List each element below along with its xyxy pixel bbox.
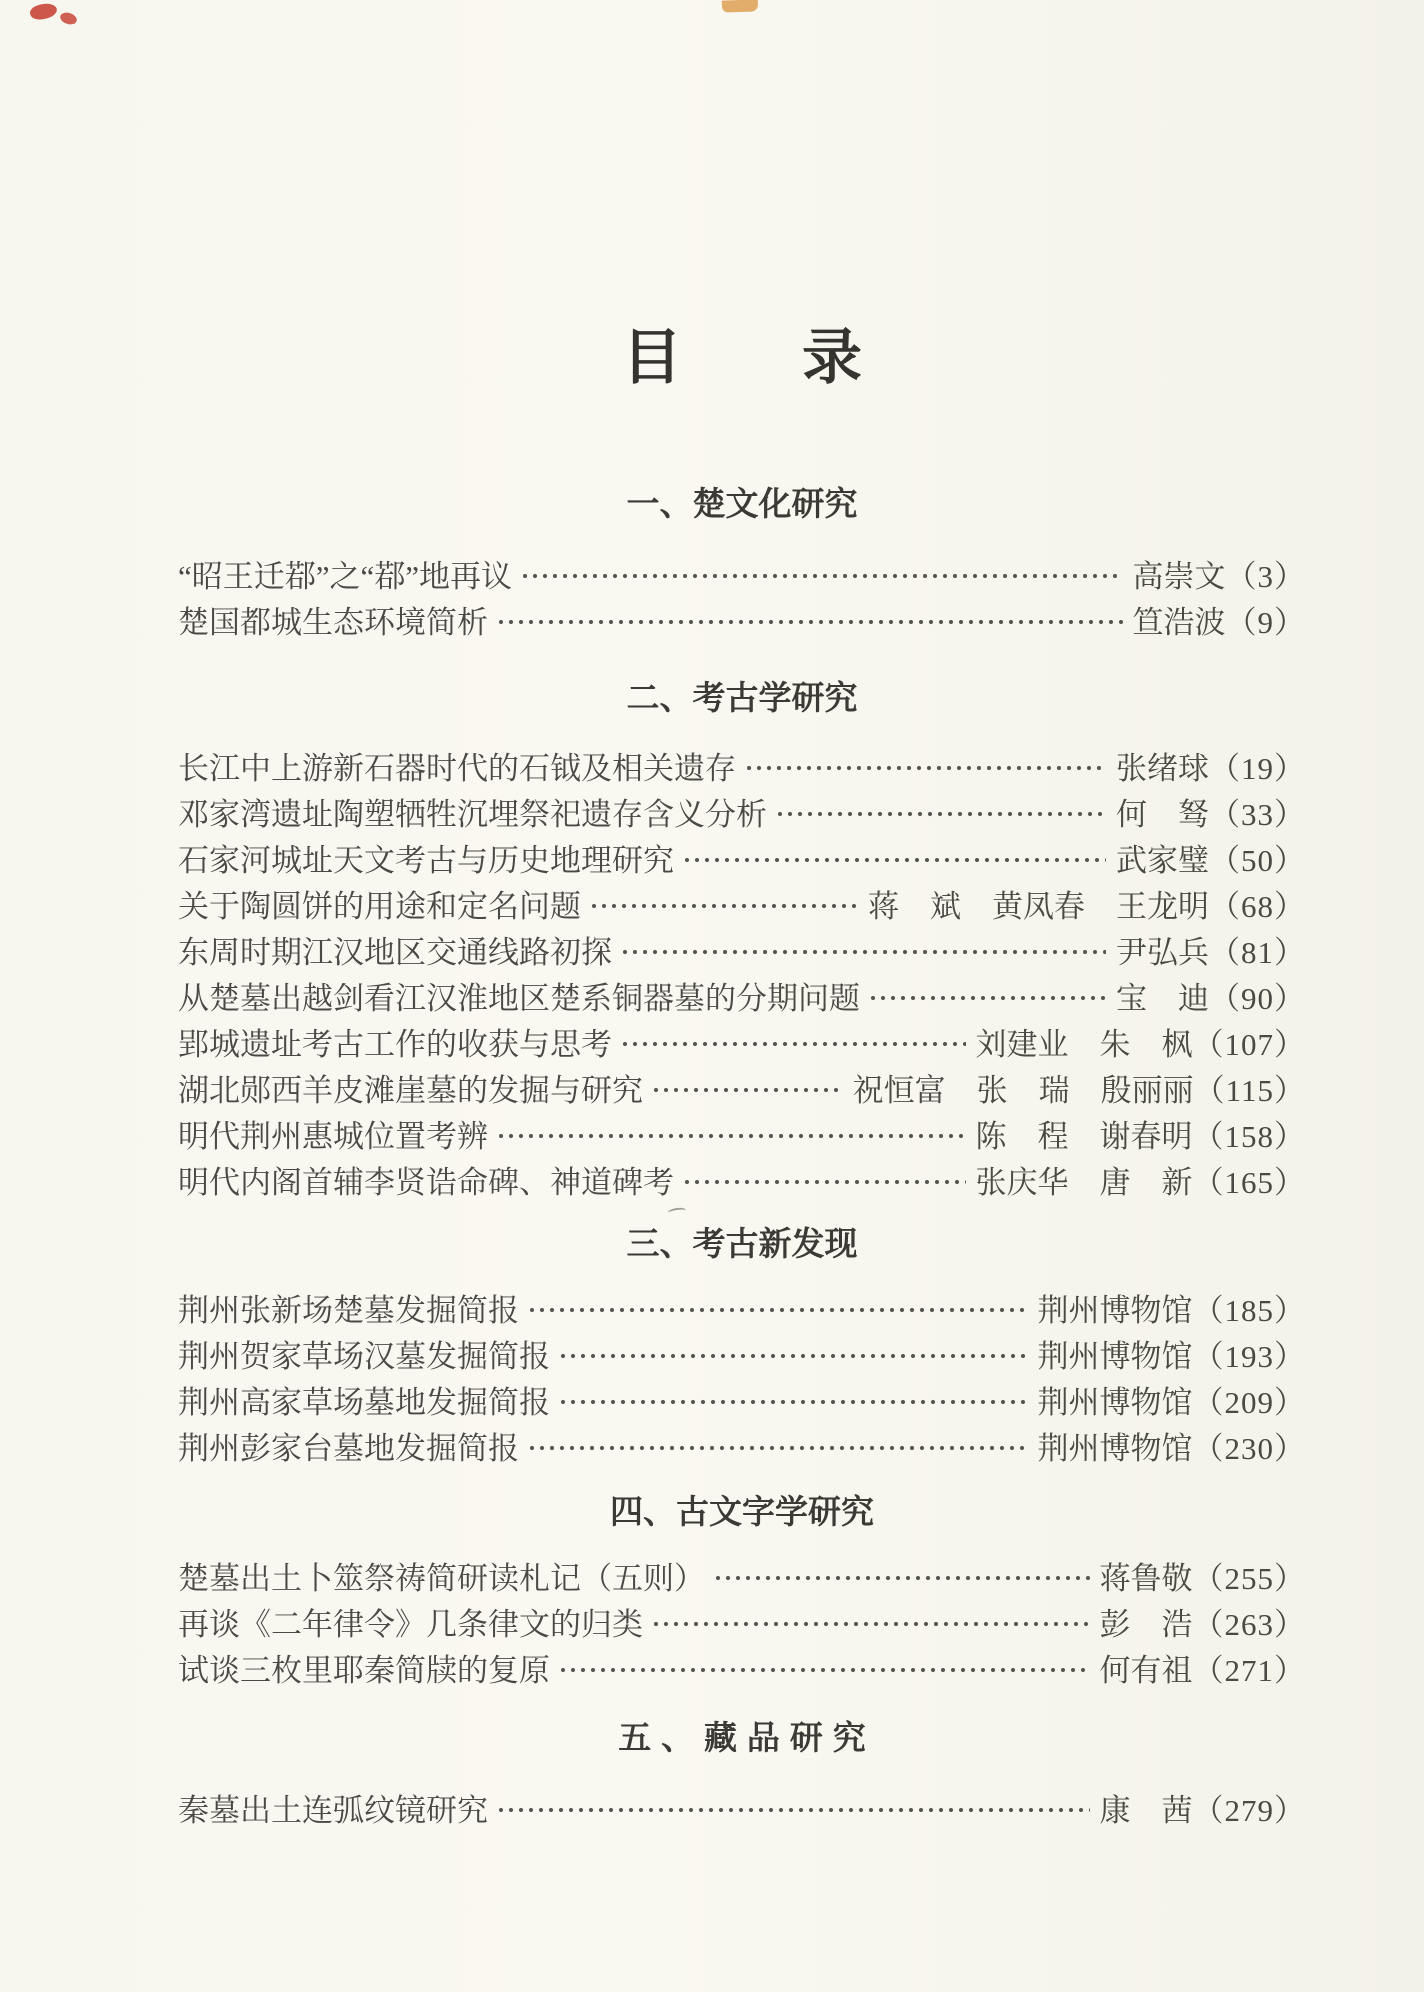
section-heading: 五、藏品研究 <box>618 1719 876 1756</box>
scan-mark-red <box>59 11 79 27</box>
entry-authors: 张庆华 唐 新 <box>975 1164 1193 1200</box>
dot-leader <box>868 993 1106 1003</box>
entry-page-number: （255） <box>1192 1560 1306 1596</box>
entry-page-number: （165） <box>1192 1164 1306 1200</box>
toc-entry <box>178 1644 1306 1690</box>
toc-entry <box>178 834 1306 880</box>
entry-authors: 陈 程 谢春明 <box>975 1118 1193 1154</box>
entry-authors: 荆州博物馆 <box>1037 1292 1193 1328</box>
entry-page-number: （107） <box>1192 1026 1306 1062</box>
entry-page-number: （185） <box>1192 1292 1306 1328</box>
toc-entry <box>178 1552 1306 1598</box>
entry-page-number: （81） <box>1209 934 1306 970</box>
toc-section-collections <box>178 1718 1306 1830</box>
toc-entry <box>178 1784 1306 1830</box>
entry-authors: 荆州博物馆 <box>1037 1384 1193 1420</box>
entry-authors: 高崇文 <box>1132 558 1226 594</box>
entry-page-number: （9） <box>1225 604 1306 640</box>
entry-title: 关于陶圆饼的用途和定名问题 <box>178 888 581 924</box>
entry-authors: 张绪球 <box>1116 750 1209 786</box>
entry-title: 从楚墓出越剑看江汉淮地区楚系铜器墓的分期问题 <box>178 980 860 1016</box>
entry-authors: 笪浩波 <box>1132 604 1226 640</box>
toc-entry <box>178 1156 1306 1202</box>
dot-leader <box>520 571 1122 581</box>
dot-leader <box>558 1397 1028 1407</box>
entry-title: 湖北郧西羊皮滩崖墓的发掘与研究 <box>178 1072 643 1108</box>
entry-page-number: （263） <box>1192 1606 1306 1642</box>
entry-page-number: （90） <box>1209 980 1306 1016</box>
entry-page-number: （193） <box>1192 1338 1306 1374</box>
entry-page-number: （33） <box>1209 796 1306 832</box>
dot-leader <box>744 763 1106 773</box>
entry-title: 秦墓出土连弧纹镜研究 <box>178 1792 488 1828</box>
toc-entry <box>178 550 1306 596</box>
dot-leader <box>713 1573 1090 1583</box>
scan-mark-red <box>29 1 59 22</box>
toc-entry <box>178 1376 1306 1422</box>
entry-title: 明代内阁首辅李贤诰命碑、神道碑考 <box>178 1164 674 1200</box>
toc-entry <box>178 596 1306 642</box>
entry-page-number: （19） <box>1209 750 1306 786</box>
entry-title: 荆州彭家台墓地发掘简报 <box>178 1430 519 1466</box>
entry-authors: 康 茜 <box>1099 1792 1193 1828</box>
toc-entry <box>178 1064 1306 1110</box>
section-heading: 三、考古新发现 <box>626 1225 858 1262</box>
toc-entry <box>178 972 1306 1018</box>
dot-leader <box>651 1085 843 1095</box>
entry-page-number: （209） <box>1192 1384 1306 1420</box>
dot-leader <box>496 617 1123 627</box>
page-title: 目 录 <box>622 325 862 391</box>
entry-authors: 蒋 斌 黄凤春 王龙明 <box>868 888 1209 924</box>
entry-page-number: （230） <box>1192 1430 1306 1466</box>
section-heading: 一、楚文化研究 <box>626 485 858 522</box>
toc-entry <box>178 1110 1306 1156</box>
toc-section-archaeology <box>178 678 1306 1202</box>
toc-section-new-discoveries <box>178 1224 1306 1468</box>
toc-entry <box>178 926 1306 972</box>
section-entries <box>178 1284 1306 1468</box>
entry-page-number: （115） <box>1193 1072 1306 1108</box>
toc-entry <box>178 1598 1306 1644</box>
entry-title: 长江中上游新石器时代的石钺及相关遗存 <box>178 750 736 786</box>
entry-title: 邓家湾遗址陶塑牺牲沉埋祭祀遗存含义分析 <box>178 796 767 832</box>
entry-page-number: （271） <box>1192 1652 1306 1688</box>
entry-title: 郢城遗址考古工作的收获与思考 <box>178 1026 612 1062</box>
dot-leader <box>651 1619 1090 1629</box>
entry-title: 荆州高家草场墓地发掘简报 <box>178 1384 550 1420</box>
toc-page <box>178 0 1306 1830</box>
dot-leader <box>620 1039 966 1049</box>
entry-title: 试谈三枚里耶秦简牍的复原 <box>178 1652 550 1688</box>
dot-leader <box>558 1665 1090 1675</box>
entry-authors: 刘建业 朱 枫 <box>975 1026 1193 1062</box>
toc-entry <box>178 1330 1306 1376</box>
entry-title: 东周时期江汉地区交通线路初探 <box>178 934 612 970</box>
dot-leader <box>496 1131 966 1141</box>
section-entries <box>178 550 1306 642</box>
toc-entry <box>178 742 1306 788</box>
dot-leader <box>589 901 858 911</box>
entry-authors: 荆州博物馆 <box>1037 1430 1193 1466</box>
toc-entry <box>178 1422 1306 1468</box>
dot-leader <box>558 1351 1028 1361</box>
entry-title: 楚墓出土卜筮祭祷简研读札记（五则） <box>178 1560 705 1596</box>
dot-leader <box>496 1805 1090 1815</box>
toc-section-paleography <box>178 1492 1306 1690</box>
entry-title: “昭王迁鄀”之“鄀”地再议 <box>178 558 513 594</box>
entry-page-number: （50） <box>1209 842 1306 878</box>
section-entries <box>178 742 1306 1202</box>
entry-page-number: （279） <box>1192 1792 1306 1828</box>
entry-page-number: （3） <box>1225 558 1306 594</box>
entry-title: 明代荆州惠城位置考辨 <box>178 1118 488 1154</box>
section-heading: 四、古文字学研究 <box>610 1493 874 1530</box>
entry-page-number: （158） <box>1192 1118 1306 1154</box>
dot-leader <box>620 947 1106 957</box>
entry-title: 石家河城址天文考古与历史地理研究 <box>178 842 674 878</box>
toc-entry <box>178 788 1306 834</box>
entry-title: 荆州张新场楚墓发掘简报 <box>178 1292 519 1328</box>
toc-entry <box>178 1018 1306 1064</box>
entry-authors: 荆州博物馆 <box>1037 1338 1193 1374</box>
section-heading: 二、考古学研究 <box>626 679 858 716</box>
entry-authors: 何有祖 <box>1099 1652 1193 1688</box>
entry-authors: 武家璧 <box>1116 842 1209 878</box>
dot-leader <box>527 1305 1028 1315</box>
entry-title: 再谈《二年律令》几条律文的归类 <box>178 1606 643 1642</box>
dot-leader <box>682 1177 966 1187</box>
entry-authors: 何 驽 <box>1116 796 1209 832</box>
dot-leader <box>682 855 1106 865</box>
toc-entry <box>178 1284 1306 1330</box>
entry-authors: 蒋鲁敬 <box>1099 1560 1193 1596</box>
entry-page-number: （68） <box>1209 888 1306 924</box>
dot-leader <box>775 809 1106 819</box>
entry-title: 楚国都城生态环境简析 <box>178 604 488 640</box>
section-entries <box>178 1552 1306 1690</box>
toc-section-chu-culture <box>178 484 1306 642</box>
entry-title: 荆州贺家草场汉墓发掘简报 <box>178 1338 550 1374</box>
entry-authors: 彭 浩 <box>1099 1606 1193 1642</box>
toc-entry <box>178 880 1306 926</box>
entry-authors: 祝恒富 张 瑞 殷丽丽 <box>852 1072 1194 1108</box>
dot-leader <box>527 1443 1028 1453</box>
section-entries <box>178 1784 1306 1830</box>
entry-authors: 尹弘兵 <box>1116 934 1209 970</box>
entry-authors: 宝 迪 <box>1116 980 1209 1016</box>
